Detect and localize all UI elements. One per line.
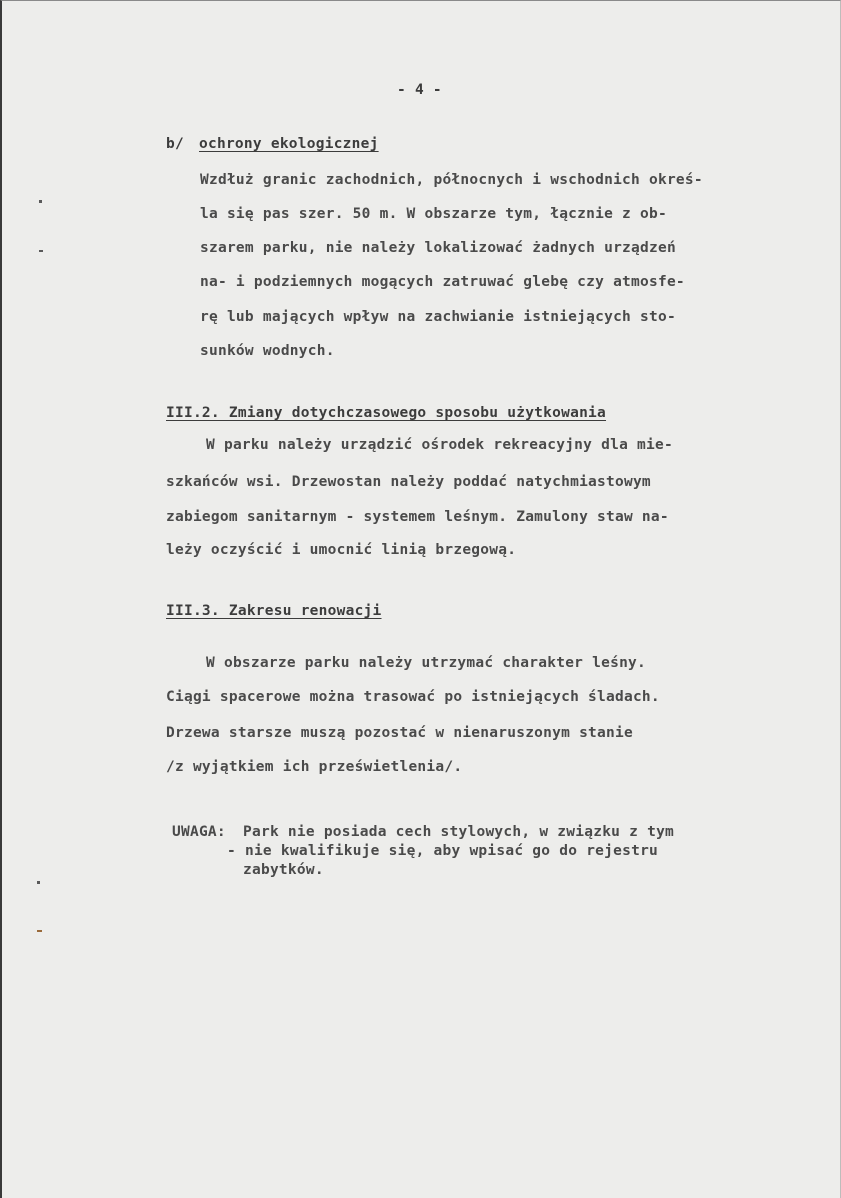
section-b-line-1: Wzdłuż granic zachodnich, północnych i wschodnich okreś- xyxy=(200,172,703,188)
margin-mark xyxy=(39,250,43,252)
section-b-label: b/ xyxy=(166,136,184,152)
section-iii3-line-3: Drzewa starsze muszą pozostać w nienaruszonym stanie xyxy=(166,725,633,741)
section-iii2-line-3: zabiegom sanitarnym - systemem leśnym. Zamulony staw na- xyxy=(166,509,669,525)
section-iii2-line-4: leży oczyścić i umocnić linią brzegową. xyxy=(166,542,517,558)
section-iii2-line-1: W parku należy urządzić ośrodek rekreacyjny dla mie- xyxy=(206,437,673,453)
note-line-3: zabytków. xyxy=(243,862,324,878)
section-b-line-4: na- i podziemnych mogących zatruwać glebę czy atmosfe- xyxy=(200,274,685,290)
margin-mark xyxy=(39,200,42,203)
margin-mark xyxy=(37,881,40,884)
note-line-2: - nie kwalifikuje się, aby wpisać go do rejestru xyxy=(227,843,659,859)
section-b-line-2: la się pas szer. 50 m. W obszarze tym, łącznie z ob- xyxy=(200,206,667,222)
section-iii3-line-1: W obszarze parku należy utrzymać charakter leśny. xyxy=(206,655,647,671)
section-iii3-line-4: /z wyjątkiem ich prześwietlenia/. xyxy=(166,759,463,775)
section-iii2-line-2: szkańców wsi. Drzewostan należy poddać natychmiastowym xyxy=(166,474,651,490)
page-number: - 4 - xyxy=(397,82,442,98)
note-label: UWAGA: xyxy=(172,824,226,840)
section-iii2-heading: III.2. Zmiany dotychczasowego sposobu użytkowania xyxy=(166,405,607,421)
section-b-line-3: szarem parku, nie należy lokalizować żadnych urządzeń xyxy=(200,240,676,256)
section-iii3-line-2: Ciągi spacerowe można trasować po istniejących śladach. xyxy=(166,689,660,705)
section-b-line-5: rę lub mających wpływ na zachwianie istniejących sto- xyxy=(200,309,676,325)
section-b-line-6: sunków wodnych. xyxy=(200,343,335,359)
section-iii3-heading: III.3. Zakresu renowacji xyxy=(166,603,382,619)
margin-mark xyxy=(37,930,42,932)
section-b-heading: ochrony ekologicznej xyxy=(199,136,379,152)
note-line-1: Park nie posiada cech stylowych, w związku z tym xyxy=(243,824,675,840)
